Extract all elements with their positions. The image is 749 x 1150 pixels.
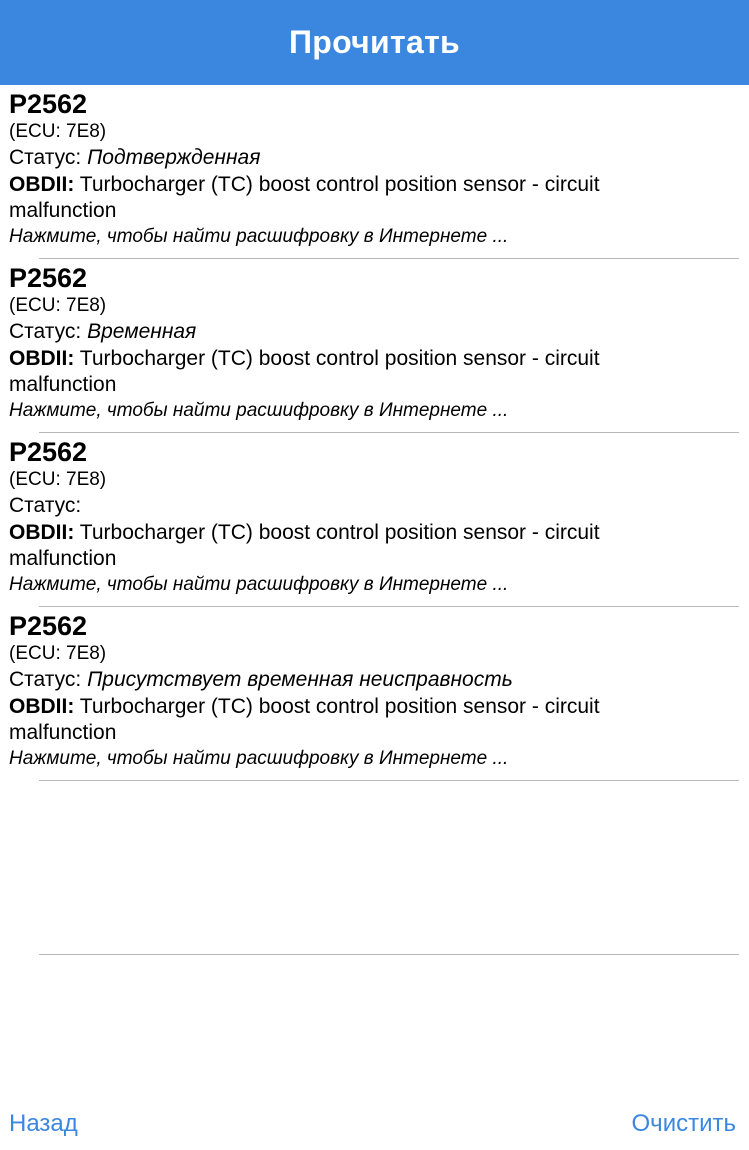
back-button[interactable]: Назад bbox=[9, 1110, 78, 1137]
status-value: Подтвержденная bbox=[87, 146, 261, 169]
status-label: Статус: bbox=[9, 146, 82, 169]
status-line bbox=[9, 318, 749, 346]
description-text: Turbocharger (TC) boost control position sensor - circuit malfunction bbox=[9, 521, 600, 570]
description-label: OBDII: bbox=[9, 173, 75, 196]
status-value: Присутствует временная неисправность bbox=[87, 668, 513, 691]
trouble-code-list bbox=[0, 85, 749, 955]
search-online-hint: Нажмите, чтобы найти расшифровку в Интернете ... bbox=[9, 226, 509, 247]
trouble-code-row[interactable] bbox=[0, 85, 749, 259]
page-title: Прочитать bbox=[288, 24, 461, 60]
trouble-code-row[interactable] bbox=[0, 433, 749, 607]
clear-button[interactable]: Очистить bbox=[631, 1110, 736, 1137]
navigation-bar bbox=[0, 0, 749, 85]
status-line bbox=[9, 492, 749, 520]
empty-row bbox=[0, 781, 749, 955]
search-online-hint: Нажмите, чтобы найти расшифровку в Интернете ... bbox=[9, 574, 509, 595]
description-label: OBDII: bbox=[9, 521, 75, 544]
description-text: Turbocharger (TC) boost control position sensor - circuit malfunction bbox=[9, 695, 600, 744]
description bbox=[9, 346, 749, 398]
status-label: Статус: bbox=[9, 320, 82, 343]
trouble-code-row[interactable] bbox=[0, 607, 749, 781]
description-text: Turbocharger (TC) boost control position sensor - circuit malfunction bbox=[9, 173, 600, 222]
trouble-code-row[interactable] bbox=[0, 259, 749, 433]
ecu-label: (ECU: 7E8) bbox=[9, 295, 107, 316]
description-label: OBDII: bbox=[9, 695, 75, 718]
bottom-toolbar bbox=[0, 1100, 749, 1150]
code-label: P2562 bbox=[9, 437, 88, 467]
search-online-hint: Нажмите, чтобы найти расшифровку в Интернете ... bbox=[9, 748, 509, 769]
description-text: Turbocharger (TC) boost control position sensor - circuit malfunction bbox=[9, 347, 600, 396]
code-label: P2562 bbox=[9, 89, 88, 119]
description bbox=[9, 520, 749, 572]
description-label: OBDII: bbox=[9, 347, 75, 370]
status-label: Статус: bbox=[9, 494, 82, 517]
ecu-label: (ECU: 7E8) bbox=[9, 643, 107, 664]
description bbox=[9, 172, 749, 224]
code-label: P2562 bbox=[9, 611, 88, 641]
ecu-label: (ECU: 7E8) bbox=[9, 469, 107, 490]
row-separator bbox=[39, 954, 739, 955]
status-label: Статус: bbox=[9, 668, 82, 691]
ecu-label: (ECU: 7E8) bbox=[9, 121, 107, 142]
search-online-hint: Нажмите, чтобы найти расшифровку в Интернете ... bbox=[9, 400, 509, 421]
status-value: Временная bbox=[87, 320, 197, 343]
status-line bbox=[9, 144, 749, 172]
code-label: P2562 bbox=[9, 263, 88, 293]
status-line bbox=[9, 666, 749, 694]
description bbox=[9, 694, 749, 746]
